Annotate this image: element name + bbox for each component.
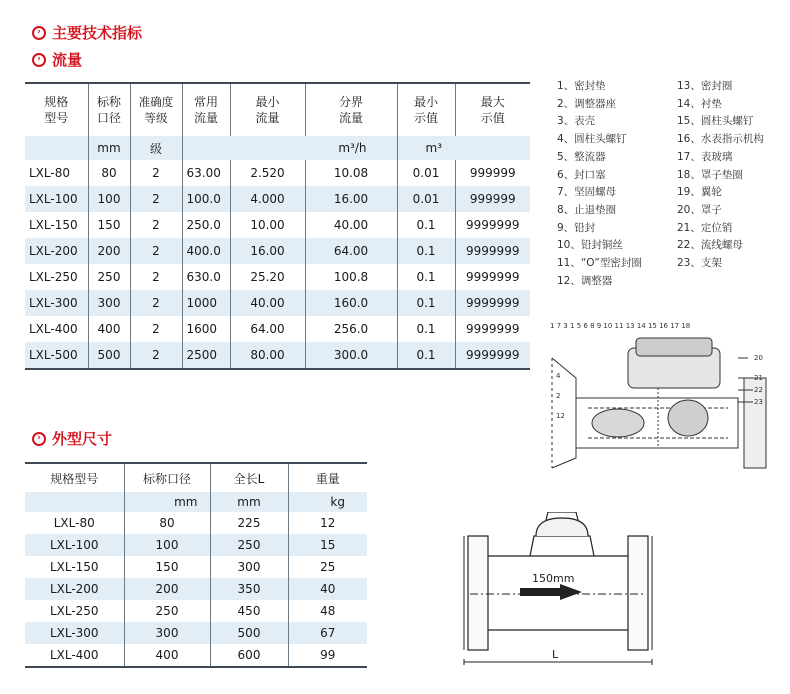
unit-length: mm [210, 492, 288, 512]
col-header-max-reading: 最大 示值 [455, 83, 530, 136]
legend-item: 7、坚固螺母 [557, 186, 617, 199]
col-header-grade: 准确度 等级 [130, 83, 182, 136]
table-cell: LXL-100 [25, 534, 124, 556]
table-row [25, 600, 367, 622]
col-header-weight: 重量 [288, 463, 367, 492]
table-cell: 9999999 [455, 264, 530, 290]
diagram-label-21: 21 [754, 374, 763, 382]
table-cell: 0.1 [397, 316, 455, 342]
table-cell: 0.1 [397, 212, 455, 238]
table-row [25, 342, 530, 369]
table-cell: 12 [288, 512, 367, 534]
legend-item: 19、翼轮 [677, 186, 722, 199]
table-cell: 9999999 [455, 290, 530, 316]
table-cell: 300 [210, 556, 288, 578]
table-cell: 1000 [182, 290, 230, 316]
table-cell: 300 [88, 290, 130, 316]
table-cell: 200 [88, 238, 130, 264]
diagram-label-20: 20 [754, 354, 763, 362]
table-cell: 63.00 [182, 160, 230, 186]
chevron-right-icon: › [32, 26, 46, 40]
table-row [25, 622, 367, 644]
legend-item: 16、水表指示机构 [677, 133, 764, 146]
table-row [25, 644, 367, 667]
legend-item: 11、“O”型密封圈 [557, 257, 642, 270]
table-cell: 2500 [182, 342, 230, 369]
table-cell: 200 [124, 578, 210, 600]
table-cell: 500 [88, 342, 130, 369]
table-cell: LXL-100 [25, 186, 88, 212]
table-cell: 160.0 [305, 290, 397, 316]
table-cell: 2.520 [230, 160, 305, 186]
unit-flow: m³/h [182, 136, 397, 160]
heading-dimensions: › 外型尺寸 [32, 428, 112, 449]
table-cell: 350 [210, 578, 288, 600]
table-cell: 80 [124, 512, 210, 534]
col-header-caliber: 标称口径 [124, 463, 210, 492]
table-row [25, 556, 367, 578]
legend-item: 2、调整器座 [557, 97, 617, 110]
table-cell: LXL-250 [29, 270, 78, 284]
diagram-label-2: 2 [556, 392, 561, 400]
table-cell: 40.00 [230, 290, 305, 316]
legend-item: 18、罩子垫圈 [677, 168, 743, 181]
col-header-min-reading: 最小 示值 [397, 83, 455, 136]
chevron-right-icon: › [32, 432, 46, 446]
table-cell: 99 [288, 644, 367, 667]
flow-table [25, 82, 530, 370]
table-cell: 250.0 [182, 212, 230, 238]
table-cell: 40.00 [305, 212, 397, 238]
table-cell: 100.8 [305, 264, 397, 290]
table-row [25, 186, 530, 212]
table-cell: 2 [130, 186, 182, 212]
legend-item: 10、铅封铜丝 [557, 239, 623, 252]
table-cell: LXL-300 [25, 290, 88, 316]
table-cell: 250 [210, 534, 288, 556]
table-cell: LXL-400 [29, 322, 78, 336]
table-cell: LXL-150 [29, 218, 78, 232]
table-cell: 600 [210, 644, 288, 667]
dimension-length-label: L [552, 648, 559, 661]
table-row [25, 578, 367, 600]
table-cell: 40 [288, 578, 367, 600]
table-cell: 100 [88, 186, 130, 212]
col-header-boundary-flow: 分界 流量 [305, 83, 397, 136]
table-cell: LXL-80 [53, 516, 95, 530]
table-cell: 2 [130, 160, 182, 186]
diagram-top-numbers: 1 7 3 1 5 6 8 9 10 11 13 14 15 16 17 18 [550, 322, 691, 330]
table-cell: 48 [288, 600, 367, 622]
legend-item: 9、铅封 [557, 221, 596, 234]
col-header-min-flow: 最小 流量 [230, 83, 305, 136]
chevron-right-icon: › [32, 53, 46, 67]
table-cell: 150 [124, 556, 210, 578]
dimension-flow-label: 150mm [532, 572, 575, 585]
diagram-label-12: 12 [556, 412, 565, 420]
col-header-model: 规格 型号 [44, 95, 69, 125]
flow-table-header [25, 83, 530, 136]
legend-item: 6、封口塞 [557, 168, 606, 181]
table-cell: 80.00 [230, 342, 305, 369]
table-cell: 100 [124, 534, 210, 556]
dimensions-table [25, 462, 367, 668]
unit-caliber: mm [88, 136, 130, 160]
table-row [25, 264, 530, 290]
legend-item: 15、圆柱头螺钉 [677, 115, 754, 128]
table-cell: 10.08 [305, 160, 397, 186]
table-row [25, 212, 530, 238]
table-cell: 400.0 [182, 238, 230, 264]
unit-weight: kg [288, 492, 367, 512]
table-cell: 0.01 [397, 186, 455, 212]
table-row [25, 290, 530, 316]
table-cell: 64.00 [305, 238, 397, 264]
legend-item: 23、支架 [677, 257, 722, 270]
col-header-model: 规格型号 [50, 471, 99, 486]
table-cell: LXL-500 [25, 342, 88, 369]
table-cell: LXL-80 [29, 166, 70, 180]
table-cell: 250 [88, 264, 130, 290]
col-header-length: 全长L [210, 463, 288, 492]
table-cell: 999999 [455, 160, 530, 186]
table-cell: 0.1 [397, 290, 455, 316]
table-cell: 16.00 [230, 238, 305, 264]
table-cell: LXL-300 [25, 622, 124, 644]
dim-table-header [25, 463, 367, 492]
legend-item: 8、止退垫圈 [557, 203, 617, 216]
cross-section-diagram [548, 318, 770, 486]
legend-item: 22、流线螺母 [677, 239, 743, 252]
table-cell: 0.1 [397, 238, 455, 264]
table-cell: 0.01 [397, 160, 455, 186]
table-cell: 225 [210, 512, 288, 534]
diagram-label-22: 22 [754, 386, 763, 394]
table-cell: 4.000 [230, 186, 305, 212]
legend-item: 4、圆柱头螺钉 [557, 133, 627, 146]
table-cell: 999999 [455, 186, 530, 212]
table-cell: 300.0 [305, 342, 397, 369]
table-cell: 150 [88, 212, 130, 238]
heading-flow: › 流量 [32, 49, 82, 70]
table-cell: 450 [210, 600, 288, 622]
table-row [25, 160, 530, 186]
table-cell: 500 [210, 622, 288, 644]
table-cell: 64.00 [230, 316, 305, 342]
table-cell: 2 [130, 264, 182, 290]
table-cell: 630.0 [182, 264, 230, 290]
legend-item: 21、定位销 [677, 221, 733, 234]
table-row [25, 512, 367, 534]
legend-item: 14、衬垫 [677, 97, 722, 110]
table-cell: 9999999 [455, 238, 530, 264]
table-cell: 1600 [182, 316, 230, 342]
legend-item: 13、密封圈 [677, 80, 733, 92]
legend-item: 1、密封垫 [557, 80, 606, 92]
table-cell: 2 [130, 212, 182, 238]
table-cell: 2 [130, 342, 182, 369]
table-cell: 300 [124, 622, 210, 644]
flow-direction-arrow [520, 584, 582, 600]
unit-reading: m³ [397, 136, 530, 160]
table-cell: 80 [88, 160, 130, 186]
legend-item: 20、罩子 [677, 203, 722, 216]
table-cell: LXL-200 [25, 578, 124, 600]
table-cell: 256.0 [305, 316, 397, 342]
unit-grade: 级 [130, 136, 182, 160]
table-cell: 16.00 [305, 186, 397, 212]
table-cell: 9999999 [455, 212, 530, 238]
table-row [25, 316, 530, 342]
dim-table-units [25, 492, 367, 512]
table-row [25, 238, 530, 264]
col-header-common-flow: 常用 流量 [182, 83, 230, 136]
table-cell: 2 [130, 290, 182, 316]
heading-specs: › 主要技术指标 [32, 22, 142, 43]
outline-drawing [460, 512, 660, 672]
diagram-label-23: 23 [754, 398, 763, 406]
table-cell: 2 [130, 316, 182, 342]
legend-item: 12、调整器 [557, 274, 613, 287]
legend-item: 3、表壳 [557, 115, 596, 128]
table-cell: 67 [288, 622, 367, 644]
table-cell: 400 [88, 316, 130, 342]
table-row [25, 534, 367, 556]
table-cell: LXL-150 [49, 560, 99, 574]
table-cell: LXL-400 [49, 648, 99, 662]
table-cell: 25.20 [230, 264, 305, 290]
legend-item: 17、表玻璃 [677, 150, 733, 163]
legend-item: 5、整流器 [557, 150, 606, 163]
table-cell: 400 [124, 644, 210, 667]
table-cell: 10.00 [230, 212, 305, 238]
table-cell: 0.1 [397, 342, 455, 369]
table-cell: 9999999 [455, 316, 530, 342]
table-cell: LXL-200 [25, 238, 88, 264]
flow-table-units [25, 136, 530, 160]
table-cell: LXL-250 [49, 604, 99, 618]
table-cell: 2 [130, 238, 182, 264]
col-header-caliber: 标称 口径 [88, 83, 130, 136]
table-cell: 25 [288, 556, 367, 578]
table-cell: 0.1 [397, 264, 455, 290]
diagram-label-4: 4 [556, 372, 561, 380]
table-cell: 15 [288, 534, 367, 556]
unit-caliber: mm [124, 492, 210, 512]
table-cell: 100.0 [182, 186, 230, 212]
table-cell: 9999999 [455, 342, 530, 369]
table-cell: 250 [124, 600, 210, 622]
